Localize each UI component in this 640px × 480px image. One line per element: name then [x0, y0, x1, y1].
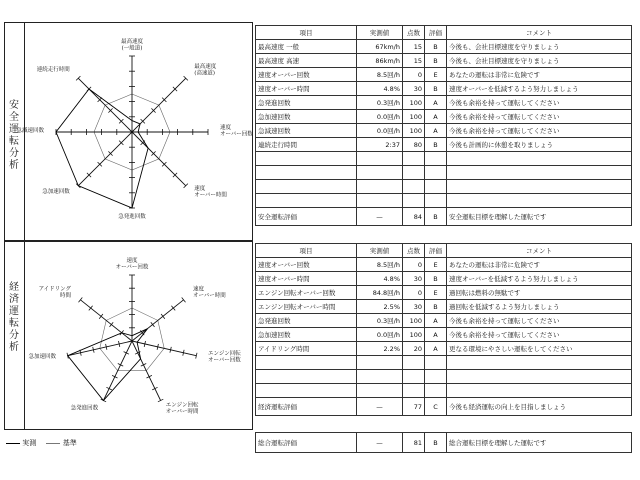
economy-radar-axis-label: 急発進回数 [70, 405, 99, 412]
table-row [256, 110, 632, 124]
table-row [256, 272, 632, 286]
table-row [256, 314, 632, 328]
safety-radar-axis-label: 連続走行時間 [36, 67, 70, 74]
economy-section-label: 経済運転分析 [9, 282, 19, 353]
economy-cell-comment: 過回転は燃料の無駄です [447, 286, 632, 300]
economy-total-row [256, 398, 632, 416]
safety-cell-grade: B [425, 82, 447, 96]
economy-cell-item: エンジン回転オーバー回数 [256, 286, 357, 300]
economy-radar-axis [68, 341, 132, 356]
economy-radar-axis-label: アイドリング時間 [38, 286, 71, 300]
legend-actual-line [6, 443, 20, 444]
safety-cell-value: 0.0回/h [357, 110, 403, 124]
overall-table [255, 432, 632, 453]
table-row [256, 328, 632, 342]
economy-cell-item: 速度オーバー時間 [256, 272, 357, 286]
blank-row [256, 370, 632, 384]
overall-row [256, 433, 632, 453]
safety-radar-axis-label: 急発進回数 [118, 214, 146, 220]
safety-cell-item: 最高速度 高速 [256, 54, 357, 68]
safety-header-comment: コメント [447, 26, 632, 40]
economy-radar-actual-polygon [68, 329, 148, 401]
safety-cell-grade: B [425, 40, 447, 54]
safety-cell-value: 2:37 [357, 138, 403, 152]
safety-cell-item: 速度オーバー時間 [256, 82, 357, 96]
safety-radar-axis-label: 最高速度(一般道) [120, 39, 144, 52]
safety-cell-comment: 今後も余裕を持って運転してください [447, 96, 632, 110]
table-row [256, 54, 632, 68]
legend-standard-label: 基準 [62, 439, 77, 447]
table-row [256, 68, 632, 82]
economy-radar-chart [26, 243, 252, 429]
economy-total-score: 77 [403, 398, 425, 416]
safety-cell-item: 最高速度 一般 [256, 40, 357, 54]
safety-total-item: 安全運転評価 [256, 208, 357, 226]
blank-row [256, 166, 632, 180]
blank-row [256, 384, 632, 398]
safety-cell-item: 連続走行時間 [256, 138, 357, 152]
economy-cell-score: 30 [403, 300, 425, 314]
blank-row [256, 152, 632, 166]
economy-cell-item: アイドリング時間 [256, 342, 357, 356]
blank-row [256, 180, 632, 194]
safety-cell-item: 急加速回数 [256, 110, 357, 124]
safety-cell-value: 86km/h [357, 54, 403, 68]
safety-cell-comment: 今後も計画的に休憩を取りましょう [447, 138, 632, 152]
safety-cell-value: 0.3回/h [357, 96, 403, 110]
table-row [256, 286, 632, 300]
economy-cell-grade: A [425, 328, 447, 342]
safety-total-grade: B [425, 208, 447, 226]
safety-header-score: 点数 [403, 26, 425, 40]
economy-cell-value: 0.0回/h [357, 328, 403, 342]
economy-cell-score: 20 [403, 342, 425, 356]
economy-radar-axis [132, 300, 184, 341]
economy-radar-axis-label: 急加速回数 [28, 353, 56, 360]
economy-radar-axis-label: エンジン回転オーバー時間 [165, 402, 199, 415]
safety-radar-axis [78, 78, 132, 132]
economy-radar-axis-label: 速度オーバー時間 [193, 286, 226, 300]
safety-cell-comment: 今後も、会社目標速度を守りましょう [447, 40, 632, 54]
safety-cell-value: 4.8% [357, 82, 403, 96]
economy-cell-grade: E [425, 258, 447, 272]
economy-cell-value: 4.8% [357, 272, 403, 286]
safety-radar-axis-label: 速度オーバー時間 [194, 185, 227, 199]
safety-cell-value: 0.0回/h [357, 124, 403, 138]
safety-radar-chart [16, 24, 253, 240]
table-row [256, 96, 632, 110]
economy-header-item: 項目 [256, 244, 357, 258]
economy-cell-comment: 速度オーバーを低減するよう努力しましょう [447, 272, 632, 286]
economy-header-grade: 評価 [425, 244, 447, 258]
safety-cell-score: 15 [403, 40, 425, 54]
safety-cell-grade: B [425, 138, 447, 152]
safety-cell-grade: A [425, 110, 447, 124]
economy-cell-score: 0 [403, 258, 425, 272]
safety-radar-actual-polygon [56, 89, 148, 208]
safety-cell-grade: B [425, 54, 447, 68]
safety-cell-score: 15 [403, 54, 425, 68]
economy-cell-score: 0 [403, 286, 425, 300]
economy-cell-item: エンジン回転オーバー時間 [256, 300, 357, 314]
economy-cell-value: 2.2% [357, 342, 403, 356]
safety-cell-value: 67km/h [357, 40, 403, 54]
economy-radar-axis [132, 341, 196, 356]
blank-row [256, 194, 632, 208]
table-row [256, 138, 632, 152]
economy-total-value: — [357, 398, 403, 416]
economy-cell-grade: A [425, 314, 447, 328]
economy-radar-axis-label: 速度オーバー回数 [115, 258, 149, 271]
economy-cell-value: 8.5回/h [357, 258, 403, 272]
overall-value: — [357, 433, 403, 453]
table-row [256, 300, 632, 314]
safety-cell-grade: E [425, 68, 447, 82]
economy-total-grade: C [425, 398, 447, 416]
safety-cell-score: 100 [403, 96, 425, 110]
economy-radar-axis-label: エンジン回転オーバー回数 [208, 350, 241, 364]
economy-cell-comment: 過回転を低減するよう努力しましょう [447, 300, 632, 314]
economy-header-value: 実測値 [357, 244, 403, 258]
safety-cell-score: 100 [403, 110, 425, 124]
economy-cell-grade: B [425, 300, 447, 314]
economy-cell-grade: E [425, 286, 447, 300]
safety-cell-comment: 今後も余裕を持って運転してください [447, 110, 632, 124]
economy-radar-tick [79, 298, 83, 303]
safety-radar-axis-label: 急加速回数 [42, 188, 70, 195]
table-row [256, 40, 632, 54]
overall-comment: 総合運転目標を理解した運転です [447, 433, 632, 453]
safety-total-score: 84 [403, 208, 425, 226]
economy-radar-axis [80, 300, 132, 341]
economy-cell-grade: B [425, 272, 447, 286]
economy-radar-tick [182, 298, 186, 303]
safety-cell-grade: A [425, 96, 447, 110]
legend-standard-line [46, 443, 60, 444]
economy-cell-value: 0.3回/h [357, 314, 403, 328]
safety-total-value: — [357, 208, 403, 226]
economy-label-divider [24, 241, 25, 430]
safety-total-row [256, 208, 632, 226]
table-row [256, 258, 632, 272]
economy-cell-score: 30 [403, 272, 425, 286]
safety-cell-comment: 速度オーバーを低減するよう努力しましょう [447, 82, 632, 96]
economy-cell-score: 100 [403, 314, 425, 328]
safety-header-row [256, 26, 632, 40]
legend-actual-label: 実測 [22, 439, 37, 447]
safety-cell-item: 急減速回数 [256, 124, 357, 138]
economy-cell-comment: 今後も余裕を持って運転してください [447, 314, 632, 328]
economy-cell-grade: A [425, 342, 447, 356]
economy-header-score: 点数 [403, 244, 425, 258]
economy-cell-comment: あなたの運転は非常に危険です [447, 258, 632, 272]
safety-cell-value: 8.5回/h [357, 68, 403, 82]
overall-item: 総合運転評価 [256, 433, 357, 453]
safety-cell-item: 急発進回数 [256, 96, 357, 110]
safety-radar-axis-label: 速度オーバー回数 [220, 125, 253, 138]
safety-header-value: 実測値 [357, 26, 403, 40]
economy-cell-score: 100 [403, 328, 425, 342]
safety-radar-axis-label: 急減速回数 [16, 128, 44, 134]
safety-cell-comment: 今後も余裕を持って運転してください [447, 124, 632, 138]
economy-header-comment: コメント [447, 244, 632, 258]
table-row [256, 82, 632, 96]
legend [6, 438, 77, 448]
safety-radar-axis-label: 最高速度(高速道) [194, 64, 217, 77]
overall-grade: B [425, 433, 447, 453]
safety-total-comment: 安全運転目標を理解した運転です [447, 208, 632, 226]
safety-cell-comment: 今後も、会社目標速度を守りましょう [447, 54, 632, 68]
economy-cell-item: 速度オーバー回数 [256, 258, 357, 272]
economy-total-comment: 今後も経済運転の向上を目指しましょう [447, 398, 632, 416]
overall-score: 81 [403, 433, 425, 453]
economy-header-row [256, 244, 632, 258]
table-row [256, 124, 632, 138]
safety-header-grade: 評価 [425, 26, 447, 40]
safety-header-item: 項目 [256, 26, 357, 40]
safety-section-label: 安全運転分析 [9, 100, 19, 171]
safety-cell-grade: A [425, 124, 447, 138]
safety-cell-comment: あなたの運転は非常に危険です [447, 68, 632, 82]
economy-cell-item: 急発進回数 [256, 314, 357, 328]
blank-row [256, 356, 632, 370]
safety-cell-item: 速度オーバー回数 [256, 68, 357, 82]
safety-cell-score: 30 [403, 82, 425, 96]
economy-total-item: 経済運転評価 [256, 398, 357, 416]
economy-cell-item: 急加速回数 [256, 328, 357, 342]
economy-cell-comment: 今後も余裕を持って運転してください [447, 328, 632, 342]
safety-cell-score: 100 [403, 124, 425, 138]
economy-table [255, 243, 632, 416]
safety-cell-score: 0 [403, 68, 425, 82]
safety-radar-axis [78, 132, 132, 186]
economy-cell-value: 84.8回/h [357, 286, 403, 300]
safety-cell-score: 80 [403, 138, 425, 152]
safety-table [255, 25, 632, 226]
table-row [256, 342, 632, 356]
economy-cell-comment: 更なる環境にやさしい運転をしてください [447, 342, 632, 356]
economy-cell-value: 2.5% [357, 300, 403, 314]
